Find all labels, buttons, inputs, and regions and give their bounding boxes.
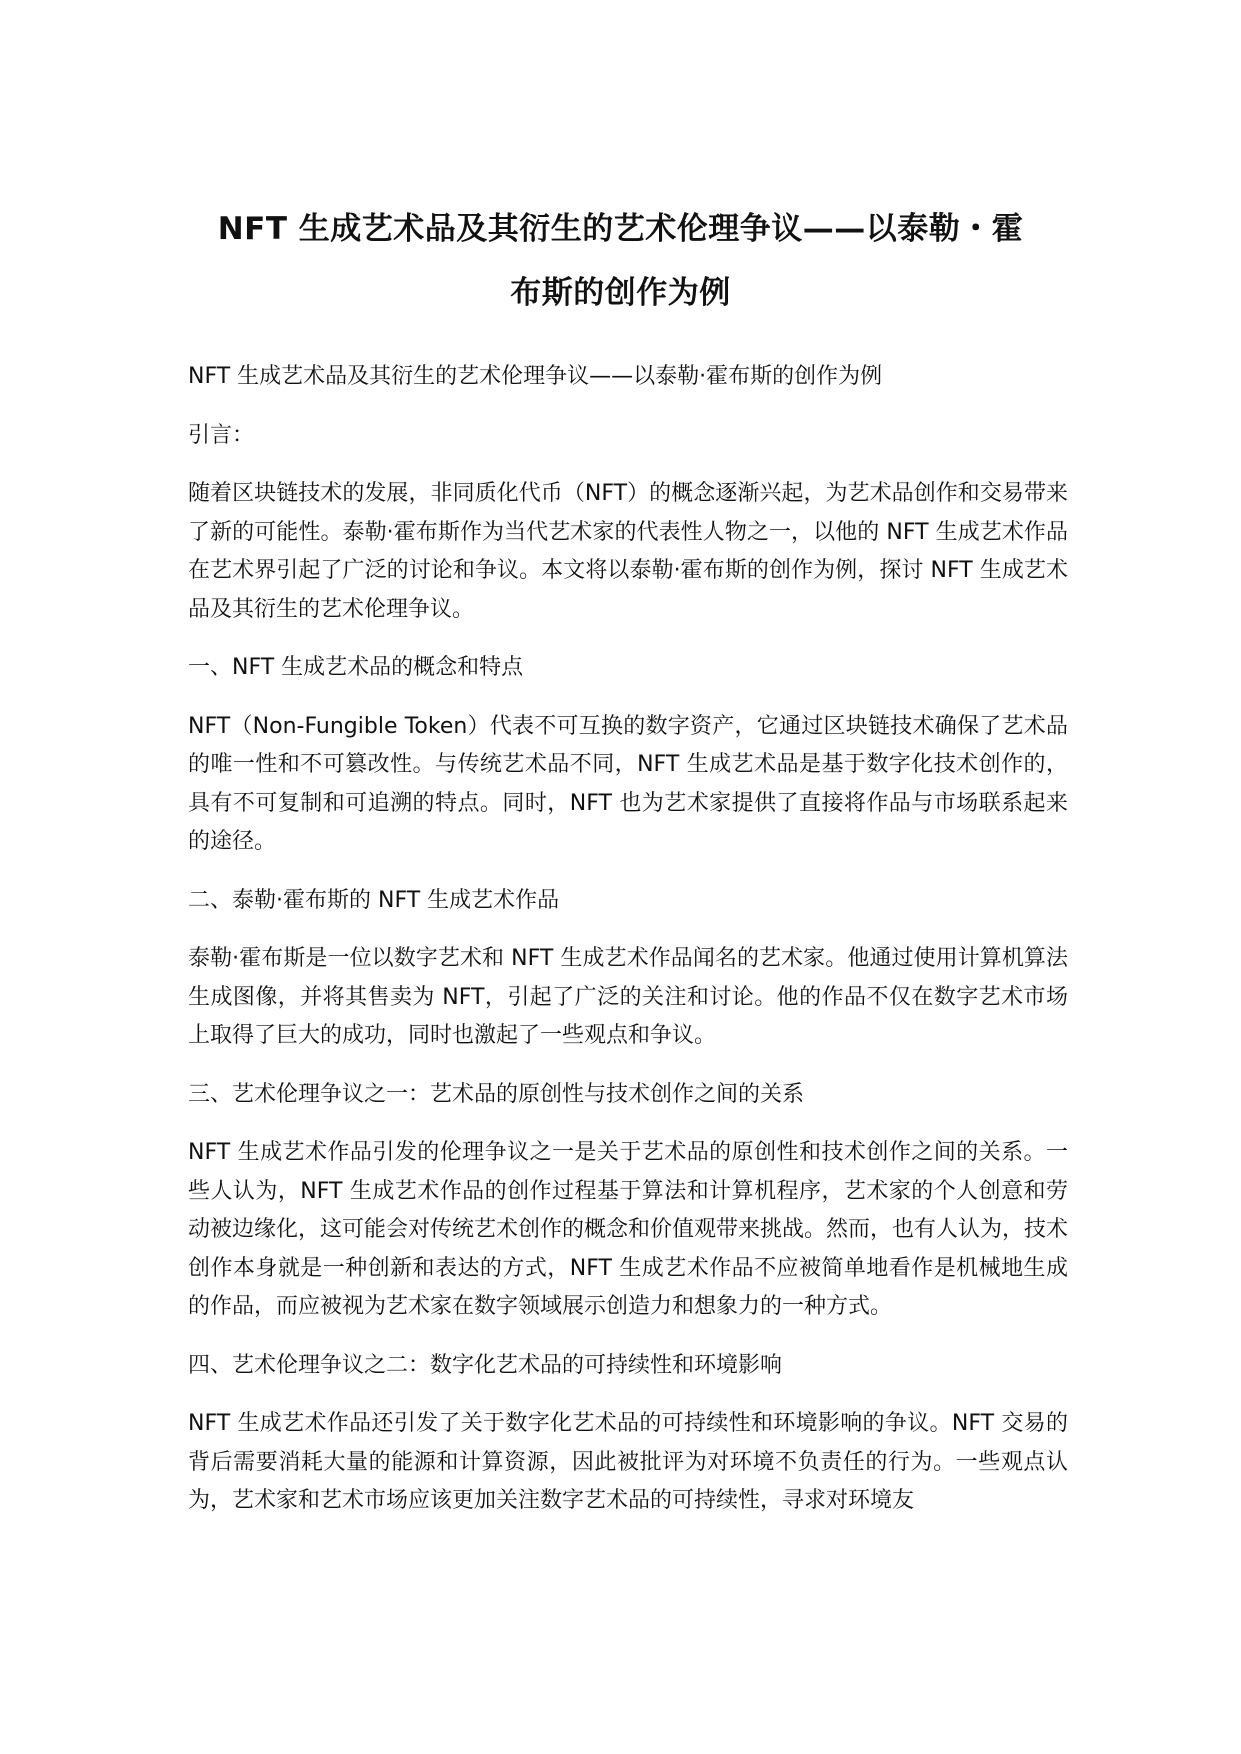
title-line-1: NFT 生成艺术品及其衍生的艺术伦理争议——以泰勒・霍 xyxy=(217,210,1024,247)
section-paragraph-4: NFT 生成艺术作品还引发了关于数字化艺术品的可持续性和环境影响的争议。NFT 交易的背后需要消耗大量的能源和计算资源，因此被批评为对环境不负责任的行为。一些观点认为，艺术家和艺术市场应该更加关注数字艺术品的可持续性，寻求对环境友 xyxy=(188,1411,1068,1513)
subtitle-paragraph: NFT 生成艺术品及其衍生的艺术伦理争议——以泰勒·霍布斯的创作为例 xyxy=(188,364,883,389)
section-heading-3: 三、艺术伦理争议之一：艺术品的原创性与技术创作之间的关系 xyxy=(188,1081,805,1107)
section-heading-1: 一、NFT 生成艺术品的概念和特点 xyxy=(188,655,524,680)
section-paragraph-1: NFT（Non-Fungible Token）代表不可互换的数字资产，它通过区块链技术确保了艺术品的唯一性和不可篡改性。与传统艺术品不同，NFT 生成艺术品是基于数字化技术创作的，具有不可复制和可追溯的特点。同时，NFT 也为艺术家提供了直接将作品与市场联系起来的途径。 xyxy=(188,713,1068,854)
section-heading-4: 四、艺术伦理争议之二：数字化艺术品的可持续性和环境影响 xyxy=(188,1352,783,1378)
section-paragraph-3: NFT 生成艺术作品引发的伦理争议之一是关于艺术品的原创性和技术创作之间的关系。一些人认为，NFT 生成艺术作品的创作过程基于算法和计算机程序，艺术家的个人创意和劳动被边缘化，这可能会对传统艺术创作的概念和价值观带来挑战。然而，也有人认为，技术创作本身就是一种创新和表达的方式，NFT 生成艺术作品不应被简单地看作是机械地生成的作品，而应被视为艺术家在数字领域展示创造力和想象力的一种方式。 xyxy=(188,1140,1069,1319)
document-title xyxy=(150,197,1091,325)
title-line-2: 布斯的创作为例 xyxy=(510,274,731,311)
section-paragraph-2: 泰勒·霍布斯是一位以数字艺术和 NFT 生成艺术作品闻名的艺术家。他通过使用计算机算法生成图像，并将其售卖为 NFT，引起了广泛的关注和讨论。他的作品不仅在数字艺术市场上取得了巨大的成功，同时也激起了一些观点和争议。 xyxy=(188,946,1068,1048)
section-heading-2: 二、泰勒·霍布斯的 NFT 生成艺术作品 xyxy=(188,887,560,913)
document-body xyxy=(188,358,1068,1541)
intro-heading: 引言： xyxy=(188,422,255,448)
intro-paragraph: 随着区块链技术的发展，非同质化代币（NFT）的概念逐渐兴起，为艺术品创作和交易带来了新的可能性。泰勒·霍布斯作为当代艺术家的代表性人物之一，以他的 NFT 生成艺术作品在艺术界引起了广泛的讨论和争议。本文将以泰勒·霍布斯的创作为例，探讨 NFT 生成艺术品及其衍生的艺术伦理争议。 xyxy=(188,481,1068,622)
